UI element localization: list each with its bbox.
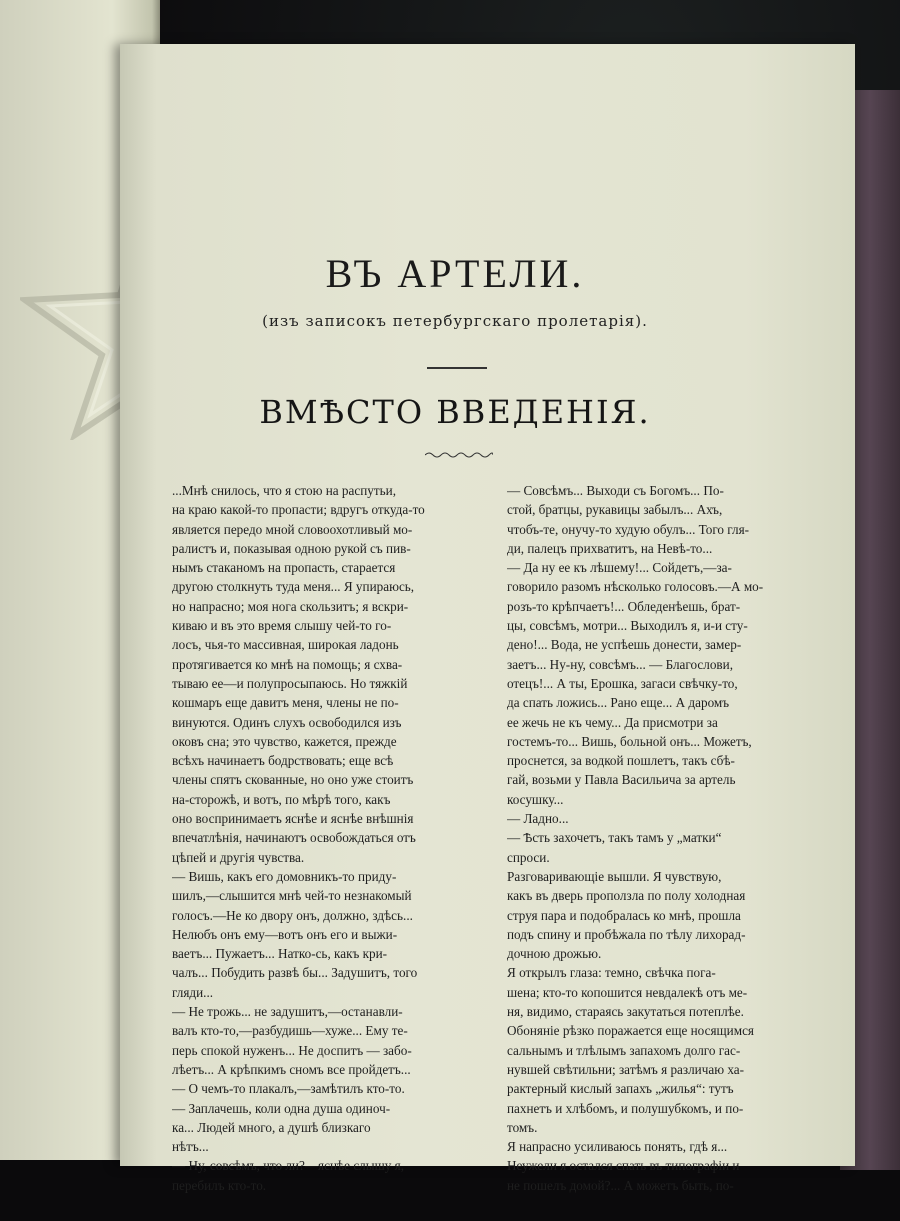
text-line: дено!... Вода, не успѣешь донести, замер- bbox=[507, 637, 742, 653]
text-line: заетъ... Ну-ну, совсѣмъ... — Благослови, bbox=[507, 656, 734, 672]
text-line: косушку... bbox=[507, 791, 564, 807]
text-line: ди, палецъ прихватитъ, на Невѣ-то... bbox=[507, 540, 713, 556]
text-line: Обоняніе рѣзко поражается еще носящимся bbox=[507, 1023, 755, 1039]
text-line: — О чемъ-то плакалъ,—замѣтилъ кто-то. bbox=[172, 1081, 405, 1097]
text-line: нѣтъ... bbox=[172, 1139, 209, 1155]
text-line: оно воспринимаетъ яснѣе и яснѣе внѣшнія bbox=[172, 811, 414, 827]
text-line: Неужели я остался спать въ типографіи и bbox=[507, 1158, 740, 1174]
text-line: — Вишь, какъ его домовникъ-то приду- bbox=[172, 868, 397, 884]
text-line: струя пара и подобралась ко мнѣ, прошла bbox=[507, 907, 741, 923]
text-line: спроси. bbox=[507, 849, 550, 865]
text-line: — Совсѣмъ... Выходи съ Богомъ... По- bbox=[507, 483, 724, 498]
section-heading: ВМѢСТО ВВЕДЕНІЯ. bbox=[259, 393, 651, 431]
chapter-title: ВЪ АРТЕЛИ. bbox=[325, 251, 585, 296]
text-line: лѣетъ... А крѣпкимъ сномъ все пройдетъ... bbox=[172, 1061, 411, 1077]
text-line: — Да ну ее къ лѣшему!... Сойдетъ,—за- bbox=[507, 560, 732, 576]
text-line: лосъ, чья-то массивная, широкая ладонь bbox=[172, 637, 399, 653]
wavy-ornament bbox=[425, 450, 493, 460]
text-line: да спать ложись... Рано еще... А даромъ bbox=[507, 695, 730, 711]
text-line: стой, братцы, рукавицы забылъ... Ахъ, bbox=[507, 502, 723, 518]
text-line: Я открылъ глаза: темно, свѣчка пога- bbox=[507, 965, 716, 981]
text-line: дочною дрожью. bbox=[507, 946, 602, 962]
text-line: Разговаривающіе вышли. Я чувствую, bbox=[507, 868, 722, 884]
text-line: нымъ стаканомъ на пропасть, старается bbox=[172, 560, 396, 576]
text-line: тываю ее—и полупросыпаюсь. Но тяжкій bbox=[172, 675, 408, 691]
text-line: перебилъ кто-то. bbox=[172, 1177, 267, 1193]
text-line: перь спокой нуженъ... Не доспитъ — забо- bbox=[172, 1042, 412, 1058]
text-line: ее жечь не къ чему... Да присмотри за bbox=[507, 714, 718, 730]
text-line: ня, видимо, стараясь закутаться потеплѣе. bbox=[507, 1004, 744, 1020]
text-line: ралистъ и, показывая одною рукой съ пив- bbox=[172, 540, 411, 556]
text-line: на-сторожѣ, и вотъ, по мѣрѣ того, какъ bbox=[172, 791, 391, 807]
text-line: киваю и въ это время слышу чей-то го- bbox=[172, 618, 392, 634]
text-line: цы, совсѣмъ, мотри... Выходилъ я, и-и сту- bbox=[507, 618, 748, 634]
text-line: проснется, за водкой пошлетъ, такъ сбѣ- bbox=[507, 753, 735, 769]
text-column-right bbox=[507, 481, 807, 1195]
text-line: не пошелъ домой?... А можетъ быть, по- bbox=[507, 1177, 734, 1193]
text-line: сальнымъ и тлѣлымъ запахомъ долго гас- bbox=[507, 1042, 741, 1058]
text-line: Нелюбъ онъ ему—вотъ онъ его и выжи- bbox=[172, 926, 398, 942]
text-line: какъ въ дверь проползла по полу холодная bbox=[507, 888, 746, 904]
text-line: винуются. Одинъ слухъ освободился изъ bbox=[172, 714, 402, 730]
text-line: кошмаръ еще давитъ меня, члены не по- bbox=[172, 695, 399, 711]
text-line: — Ну, совсѣмъ, что ли?—яснѣе слышу я, bbox=[172, 1158, 405, 1174]
text-line: всѣхъ начинаетъ бодрствовать; еще всѣ bbox=[172, 753, 394, 769]
text-line: но напрасно; моя нога скользитъ; я вскри- bbox=[172, 598, 409, 614]
text-line: цѣпей и другія чувства. bbox=[172, 849, 305, 865]
text-line: шилъ,—слышится мнѣ чей-то незнакомый bbox=[172, 888, 412, 904]
text-line: говорило разомъ нѣсколько голосовъ.—А мо- bbox=[507, 579, 764, 595]
text-line: ка... Людей много, а душѣ близкаго bbox=[172, 1119, 371, 1135]
text-line: чалъ... Побудить развѣ бы... Задушитъ, того bbox=[172, 965, 418, 981]
text-line: на краю какой-то пропасти; вдругъ откуда-то bbox=[172, 502, 425, 518]
text-line: розъ-то крѣпчаетъ!... Обледенѣешь, брат- bbox=[507, 598, 741, 614]
text-line: — Ладно... bbox=[507, 811, 569, 827]
text-line: шена; кто-то копошится невдалекѣ отъ ме- bbox=[507, 984, 748, 1000]
text-line: подъ спину и пробѣжала по тѣлу лихорад- bbox=[507, 926, 746, 942]
text-line: томъ. bbox=[507, 1119, 538, 1135]
text-line: впечатлѣнія, начинаютъ освобождаться отъ bbox=[172, 830, 416, 846]
text-line: оковъ сна; это чувство, кажется, прежде bbox=[172, 733, 397, 749]
text-line: рактерный кислый запахъ „жилья“: тутъ bbox=[507, 1081, 734, 1097]
text-line: гай, возьми у Павла Васильича за артель bbox=[507, 772, 736, 788]
text-line: является передо мной словоохотливый мо- bbox=[172, 521, 413, 537]
text-line: ...Мнѣ снилось, что я стою на распутьи, bbox=[172, 483, 397, 498]
text-line: — Заплачешь, коли одна душа одиноч- bbox=[172, 1100, 391, 1116]
title-divider bbox=[427, 367, 487, 369]
chapter-subtitle: (изъ записокъ петербургскаго пролетарія). bbox=[262, 312, 648, 330]
text-line: — Ѣсть захочетъ, такъ тамъ у „матки“ bbox=[507, 830, 722, 846]
text-line: другою столкнуть туда меня... Я упираюсь, bbox=[172, 579, 415, 595]
text-line: пахнетъ и хлѣбомъ, и полушубкомъ, и по- bbox=[507, 1100, 744, 1116]
text-line: валъ кто-то,—разбудишь—хуже... Ему те- bbox=[172, 1023, 408, 1039]
text-line: Я напрасно усиливаюсь понять, гдѣ я... bbox=[507, 1139, 728, 1155]
text-line: гостемъ-то... Вишь, больной онъ... Можетъ, bbox=[507, 733, 752, 749]
text-line: голосъ.—Не ко двору онъ, должно, здѣсь... bbox=[172, 907, 413, 923]
text-column-left bbox=[172, 481, 497, 1195]
text-line: гляди... bbox=[172, 984, 214, 1000]
text-line: нувшей свѣтильни; затѣмъ я различаю ха- bbox=[507, 1061, 745, 1077]
text-line: чтобъ-те, онучу-то худую обулъ... Того гля- bbox=[507, 521, 750, 537]
text-line: ваетъ... Пужаетъ... Натко-сь, какъ кри- bbox=[172, 946, 388, 962]
text-line: протягивается ко мнѣ на помощь; я схва- bbox=[172, 656, 403, 672]
text-line: члены спятъ скованные, но оно уже стоитъ bbox=[172, 772, 414, 788]
text-line: — Не трожь... не задушитъ,—останавли- bbox=[172, 1004, 403, 1020]
text-line: отецъ!... А ты, Ерошка, загаси свѣчку-то, bbox=[507, 675, 738, 691]
